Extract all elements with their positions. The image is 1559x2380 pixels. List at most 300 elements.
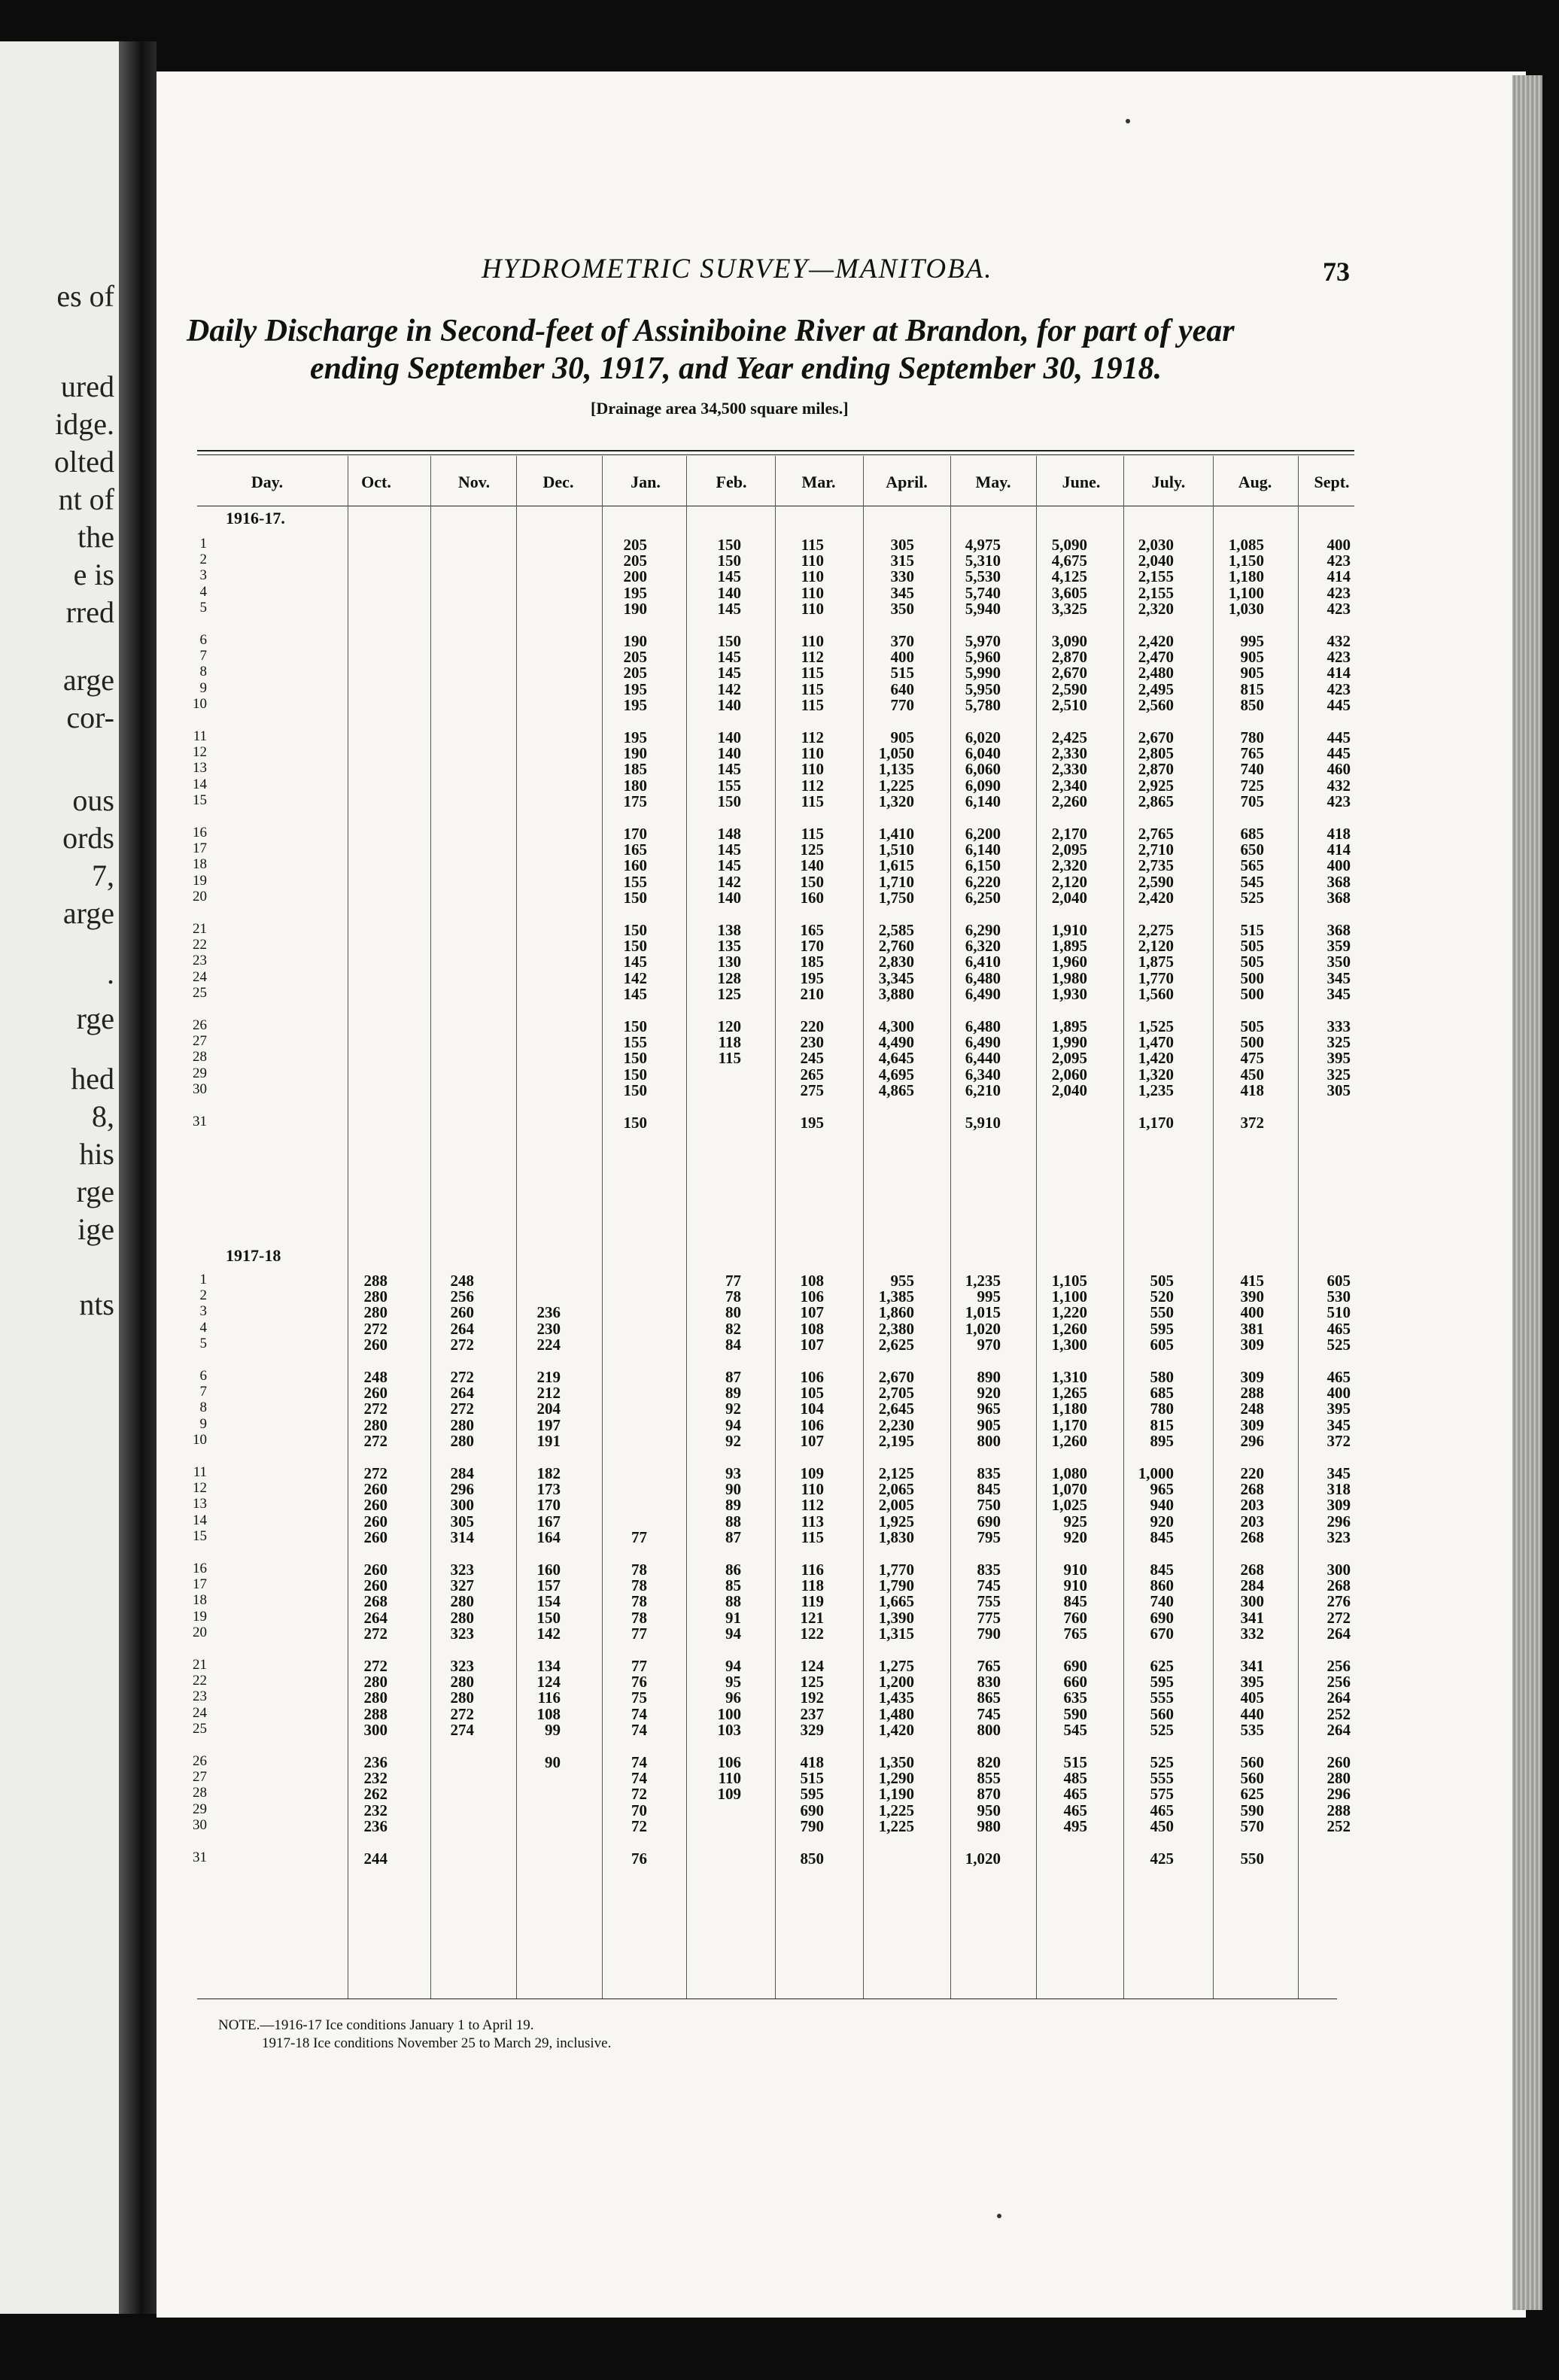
day-number: 17 [193, 840, 207, 857]
discharge-value: 515 [800, 1769, 824, 1788]
day-number: 2 [199, 552, 207, 568]
discharge-value: 264 [1327, 1624, 1351, 1643]
discharge-value: 325 [1327, 1033, 1351, 1052]
discharge-value: 1,100 [1051, 1287, 1087, 1306]
discharge-value: 2,260 [1051, 792, 1087, 810]
discharge-value: 99 [545, 1720, 561, 1739]
day-number: 5 [199, 1335, 207, 1351]
discharge-value: 195 [623, 695, 647, 714]
discharge-value: 1,310 [1051, 1368, 1087, 1386]
discharge-value: 595 [800, 1785, 824, 1804]
discharge-value: 145 [717, 599, 741, 618]
day-number: 29 [193, 1065, 207, 1081]
discharge-value: 268 [1327, 1576, 1351, 1595]
day-number: 1 [199, 536, 207, 552]
discharge-value: 1,710 [878, 872, 914, 891]
discharge-value: 309 [1240, 1368, 1264, 1386]
discharge-value: 195 [800, 1114, 824, 1132]
discharge-value: 280 [450, 1431, 474, 1450]
discharge-value: 500 [1240, 968, 1264, 987]
discharge-value: 505 [1240, 1017, 1264, 1035]
discharge-value: 765 [1063, 1624, 1087, 1643]
discharge-value: 236 [363, 1816, 387, 1835]
discharge-value: 260 [363, 1527, 387, 1546]
facing-page-text: 7, [92, 859, 114, 892]
discharge-value: 94 [725, 1415, 741, 1434]
discharge-value: 272 [450, 1335, 474, 1354]
discharge-value: 78 [631, 1608, 647, 1627]
discharge-value: 1,170 [1138, 1114, 1174, 1132]
discharge-value: 705 [1240, 792, 1264, 810]
discharge-value: 395 [1240, 1673, 1264, 1692]
discharge-value: 890 [977, 1368, 1001, 1386]
discharge-value: 2,060 [1051, 1065, 1087, 1084]
discharge-value: 87 [725, 1368, 741, 1386]
discharge-value: 1,470 [1138, 1033, 1174, 1052]
discharge-value: 1,410 [878, 825, 914, 843]
discharge-value: 6,210 [965, 1081, 1001, 1099]
discharge-value: 110 [801, 583, 824, 602]
discharge-value: 1,235 [965, 1272, 1001, 1290]
discharge-value: 115 [718, 1049, 741, 1068]
discharge-value: 845 [1150, 1527, 1174, 1546]
discharge-value: 275 [800, 1081, 824, 1099]
discharge-value: 830 [977, 1673, 1001, 1692]
discharge-value: 2,040 [1051, 888, 1087, 907]
day-number: 18 [193, 1592, 207, 1609]
discharge-value: 185 [623, 760, 647, 779]
discharge-value: 105 [800, 1384, 824, 1403]
discharge-value: 2,320 [1138, 599, 1174, 618]
discharge-value: 268 [1240, 1561, 1264, 1579]
discharge-value: 248 [450, 1272, 474, 1290]
day-number: 27 [193, 1769, 207, 1786]
discharge-value: 6,290 [965, 921, 1001, 939]
discharge-value: 400 [1327, 1384, 1351, 1403]
discharge-value: 95 [725, 1673, 741, 1692]
discharge-value: 142 [536, 1624, 561, 1643]
discharge-value: 3,880 [878, 984, 914, 1003]
discharge-value: 790 [977, 1624, 1001, 1643]
day-number: 5 [199, 599, 207, 616]
discharge-value: 305 [1327, 1081, 1351, 1099]
day-number: 22 [193, 1673, 207, 1689]
discharge-value: 190 [623, 599, 647, 618]
day-number: 3 [199, 1303, 207, 1320]
discharge-value: 230 [800, 1033, 824, 1052]
day-number: 20 [193, 888, 207, 904]
discharge-value: 423 [1327, 648, 1351, 667]
discharge-value: 910 [1063, 1561, 1087, 1579]
discharge-value: 565 [1240, 856, 1264, 875]
discharge-value: 545 [1240, 872, 1264, 891]
discharge-value: 6,480 [965, 1017, 1001, 1035]
discharge-value: 305 [890, 536, 914, 554]
discharge-value: 555 [1150, 1769, 1174, 1788]
discharge-value: 6,220 [965, 872, 1001, 891]
discharge-value: 142 [717, 679, 741, 698]
discharge-value: 4,300 [878, 1017, 914, 1035]
discharge-value: 740 [1240, 760, 1264, 779]
discharge-value: 145 [717, 760, 741, 779]
discharge-value: 1,560 [1138, 984, 1174, 1003]
discharge-value: 465 [1063, 1785, 1087, 1804]
discharge-value: 103 [717, 1720, 741, 1739]
discharge-value: 535 [1240, 1720, 1264, 1739]
discharge-value: 145 [717, 648, 741, 667]
discharge-value: 395 [1327, 1400, 1351, 1418]
day-number: 21 [193, 921, 207, 937]
discharge-value: 256 [450, 1287, 474, 1306]
discharge-value: 109 [717, 1785, 741, 1804]
discharge-value: 590 [1063, 1704, 1087, 1723]
day-number: 18 [193, 856, 207, 873]
discharge-value: 109 [800, 1464, 824, 1482]
discharge-value: 118 [718, 1033, 741, 1052]
discharge-value: 5,950 [965, 679, 1001, 698]
discharge-value: 450 [1150, 1816, 1174, 1835]
discharge-value: 1,220 [1051, 1303, 1087, 1322]
discharge-value: 323 [1327, 1527, 1351, 1546]
discharge-value: 170 [623, 825, 647, 843]
facing-page-text: ured [60, 369, 114, 403]
discharge-value: 236 [363, 1753, 387, 1771]
facing-page-text: rge [76, 1175, 114, 1208]
discharge-value: 3,325 [1051, 599, 1087, 618]
discharge-value: 121 [800, 1608, 824, 1627]
discharge-value: 110 [801, 552, 824, 570]
day-number: 23 [193, 953, 207, 969]
discharge-value: 116 [537, 1688, 561, 1707]
discharge-value: 4,975 [965, 536, 1001, 554]
discharge-value: 1,770 [878, 1561, 914, 1579]
discharge-value: 440 [1240, 1704, 1264, 1723]
discharge-value: 475 [1240, 1049, 1264, 1068]
discharge-value: 2,625 [878, 1335, 914, 1354]
discharge-value: 89 [725, 1496, 741, 1515]
discharge-value: 845 [1150, 1561, 1174, 1579]
discharge-value: 423 [1327, 599, 1351, 618]
discharge-value: 260 [363, 1561, 387, 1579]
discharge-value: 790 [800, 1816, 824, 1835]
discharge-value: 203 [1240, 1512, 1264, 1530]
discharge-value: 76 [631, 1673, 647, 1692]
discharge-value: 1,615 [878, 856, 914, 875]
discharge-value: 280 [450, 1415, 474, 1434]
discharge-value: 107 [800, 1303, 824, 1322]
column-header: Aug. [1238, 473, 1272, 491]
day-number: 25 [193, 1720, 207, 1737]
discharge-value: 685 [1150, 1384, 1174, 1403]
discharge-value: 5,990 [965, 664, 1001, 682]
discharge-value: 1,030 [1228, 599, 1264, 618]
discharge-value: 1,180 [1228, 567, 1264, 586]
discharge-value: 100 [717, 1704, 741, 1723]
day-number: 3 [199, 567, 207, 584]
discharge-value: 106 [800, 1415, 824, 1434]
discharge-value: 150 [717, 792, 741, 810]
discharge-value: 835 [977, 1561, 1001, 1579]
discharge-value: 6,040 [965, 744, 1001, 763]
discharge-value: 1,000 [1138, 1464, 1174, 1482]
discharge-value: 94 [725, 1624, 741, 1643]
discharge-value: 6,490 [965, 984, 1001, 1003]
discharge-value: 72 [631, 1816, 647, 1835]
discharge-value: 220 [1240, 1464, 1264, 1482]
day-number: 21 [193, 1657, 207, 1673]
discharge-value: 965 [1150, 1480, 1174, 1499]
day-number: 28 [193, 1785, 207, 1801]
discharge-value: 90 [545, 1753, 561, 1771]
discharge-value: 2,030 [1138, 536, 1174, 554]
discharge-value: 300 [363, 1720, 387, 1739]
discharge-value: 2,470 [1138, 648, 1174, 667]
discharge-value: 510 [1327, 1303, 1351, 1322]
discharge-value: 780 [1150, 1400, 1174, 1418]
discharge-value: 1,990 [1051, 1033, 1087, 1052]
discharge-value: 245 [800, 1049, 824, 1068]
discharge-value: 745 [977, 1704, 1001, 1723]
discharge-value: 195 [800, 968, 824, 987]
discharge-value: 323 [450, 1561, 474, 1579]
discharge-value: 580 [1150, 1368, 1174, 1386]
discharge-value: 264 [450, 1384, 474, 1403]
discharge-value: 6,200 [965, 825, 1001, 843]
discharge-value: 405 [1240, 1688, 1264, 1707]
facing-page-text: ords [62, 821, 114, 855]
discharge-value: 1,320 [878, 792, 914, 810]
discharge-value: 1,830 [878, 1527, 914, 1546]
discharge-value: 140 [717, 744, 741, 763]
discharge-value: 2,040 [1051, 1081, 1087, 1099]
day-number: 15 [193, 1527, 207, 1544]
discharge-value: 500 [1240, 1033, 1264, 1052]
discharge-value: 1,225 [878, 1801, 914, 1819]
discharge-value: 155 [623, 872, 647, 891]
discharge-value: 314 [450, 1527, 474, 1546]
discharge-value: 88 [725, 1592, 741, 1611]
discharge-value: 345 [890, 583, 914, 602]
discharge-value: 418 [1327, 825, 1351, 843]
discharge-value: 272 [450, 1400, 474, 1418]
discharge-value: 980 [977, 1816, 1001, 1835]
day-number: 6 [199, 1368, 207, 1384]
discharge-value: 74 [631, 1720, 647, 1739]
discharge-value: 280 [1327, 1769, 1351, 1788]
discharge-value: 400 [1327, 856, 1351, 875]
discharge-value: 230 [536, 1319, 561, 1338]
discharge-value: 248 [363, 1368, 387, 1386]
discharge-value: 545 [1063, 1720, 1087, 1739]
discharge-value: 515 [1240, 921, 1264, 939]
discharge-value: 145 [623, 953, 647, 971]
discharge-value: 150 [623, 937, 647, 956]
discharge-value: 425 [1150, 1850, 1174, 1868]
discharge-value: 110 [801, 567, 824, 586]
discharge-value: 154 [536, 1592, 561, 1611]
discharge-value: 190 [623, 632, 647, 650]
discharge-value: 5,740 [965, 583, 1001, 602]
discharge-value: 995 [1240, 632, 1264, 650]
discharge-value: 341 [1240, 1657, 1264, 1675]
discharge-value: 2,230 [878, 1415, 914, 1434]
discharge-value: 418 [1240, 1081, 1264, 1099]
discharge-value: 272 [363, 1657, 387, 1675]
discharge-value: 1,960 [1051, 953, 1087, 971]
discharge-value: 595 [1150, 1673, 1174, 1692]
discharge-value: 140 [717, 583, 741, 602]
discharge-value: 148 [717, 825, 741, 843]
discharge-value: 1,085 [1228, 536, 1264, 554]
discharge-value: 150 [536, 1608, 561, 1627]
discharge-value: 550 [1240, 1850, 1264, 1868]
day-number: 19 [193, 1608, 207, 1625]
discharge-value: 815 [1150, 1415, 1174, 1434]
discharge-value: 920 [1150, 1512, 1174, 1530]
day-number: 1 [199, 1272, 207, 1287]
day-number: 8 [199, 1400, 207, 1416]
discharge-value: 112 [801, 728, 824, 746]
discharge-value: 560 [1150, 1704, 1174, 1723]
discharge-value: 2,830 [878, 953, 914, 971]
discharge-value: 192 [800, 1688, 824, 1707]
discharge-value: 4,865 [878, 1081, 914, 1099]
discharge-value: 195 [623, 583, 647, 602]
discharge-value: 160 [623, 856, 647, 875]
discharge-value: 142 [717, 872, 741, 891]
discharge-value: 845 [977, 1480, 1001, 1499]
discharge-value: 1,420 [1138, 1049, 1174, 1068]
discharge-value: 2,065 [878, 1480, 914, 1499]
discharge-value: 134 [536, 1657, 561, 1675]
discharge-value: 1,290 [878, 1769, 914, 1788]
discharge-value: 264 [1327, 1688, 1351, 1707]
discharge-value: 200 [623, 567, 647, 586]
discharge-value: 1,665 [878, 1592, 914, 1611]
discharge-value: 1,150 [1228, 552, 1264, 570]
discharge-value: 1,525 [1138, 1017, 1174, 1035]
discharge-value: 256 [1327, 1657, 1351, 1675]
discharge-value: 195 [623, 728, 647, 746]
discharge-value: 173 [536, 1480, 561, 1499]
discharge-value: 150 [800, 872, 824, 891]
discharge-value: 94 [725, 1657, 741, 1675]
discharge-value: 6,410 [965, 953, 1001, 971]
discharge-value: 86 [725, 1561, 741, 1579]
discharge-value: 77 [631, 1527, 647, 1546]
discharge-value: 89 [725, 1384, 741, 1403]
day-number: 6 [199, 632, 207, 648]
discharge-value: 345 [1327, 984, 1351, 1003]
discharge-value: 1,750 [878, 888, 914, 907]
discharge-value: 625 [1150, 1657, 1174, 1675]
discharge-value: 110 [801, 599, 824, 618]
facing-page-text: . [107, 956, 114, 990]
discharge-value: 124 [800, 1657, 824, 1675]
discharge-value: 288 [363, 1272, 387, 1290]
discharge-value: 165 [800, 921, 824, 939]
year-label: 1916-17. [226, 509, 285, 527]
discharge-value: 107 [800, 1431, 824, 1450]
discharge-value: 2,735 [1138, 856, 1174, 875]
discharge-value: 432 [1327, 632, 1351, 650]
column-divider [430, 456, 431, 1999]
discharge-value: 6,320 [965, 937, 1001, 956]
discharge-value: 725 [1240, 776, 1264, 795]
note-line-2: 1917-18 Ice conditions November 25 to March 29, inclusive. [262, 2035, 612, 2051]
discharge-value: 670 [1150, 1624, 1174, 1643]
discharge-value: 288 [1327, 1801, 1351, 1819]
discharge-value: 185 [800, 953, 824, 971]
discharge-value: 635 [1063, 1688, 1087, 1707]
discharge-value: 800 [977, 1720, 1001, 1739]
discharge-value: 280 [363, 1673, 387, 1692]
discharge-value: 150 [623, 1017, 647, 1035]
discharge-value: 1,895 [1051, 1017, 1087, 1035]
discharge-value: 860 [1150, 1576, 1174, 1595]
discharge-value: 118 [801, 1576, 824, 1595]
discharge-value: 414 [1327, 567, 1351, 586]
day-number: 20 [193, 1624, 207, 1640]
discharge-value: 865 [977, 1688, 1001, 1707]
discharge-value: 272 [363, 1464, 387, 1482]
discharge-value: 232 [363, 1801, 387, 1819]
discharge-value: 180 [623, 776, 647, 795]
discharge-value: 110 [801, 632, 824, 650]
discharge-value: 85 [725, 1576, 741, 1595]
discharge-value: 423 [1327, 552, 1351, 570]
speck [1126, 119, 1130, 123]
discharge-value: 1,260 [1051, 1431, 1087, 1450]
facing-page-text: 8, [92, 1099, 114, 1133]
drainage-area-note: [Drainage area 34,500 square miles.] [591, 399, 849, 418]
discharge-value: 2,710 [1138, 840, 1174, 859]
discharge-value: 530 [1327, 1287, 1351, 1306]
facing-page-text: olted [54, 445, 114, 479]
discharge-value: 1,910 [1051, 921, 1087, 939]
discharge-value: 76 [631, 1850, 647, 1868]
discharge-value: 280 [363, 1287, 387, 1306]
column-header: Sept. [1314, 473, 1350, 491]
discharge-value: 220 [800, 1017, 824, 1035]
discharge-value: 119 [801, 1592, 824, 1611]
discharge-value: 260 [363, 1496, 387, 1515]
discharge-value: 6,490 [965, 1033, 1001, 1052]
discharge-value: 745 [977, 1576, 1001, 1595]
column-header: Oct. [361, 473, 391, 491]
discharge-value: 182 [536, 1464, 561, 1482]
discharge-value: 5,940 [965, 599, 1001, 618]
discharge-value: 2,670 [1138, 728, 1174, 746]
day-number: 9 [199, 679, 207, 696]
discharge-value: 2,585 [878, 921, 914, 939]
day-number: 24 [193, 1704, 207, 1721]
discharge-value: 6,480 [965, 968, 1001, 987]
discharge-value: 2,155 [1138, 583, 1174, 602]
discharge-value: 485 [1063, 1769, 1087, 1788]
discharge-value: 925 [1063, 1512, 1087, 1530]
discharge-value: 370 [890, 632, 914, 650]
column-header: Mar. [801, 473, 836, 491]
discharge-value: 5,970 [965, 632, 1001, 650]
day-number: 26 [193, 1753, 207, 1769]
discharge-value: 2,865 [1138, 792, 1174, 810]
discharge-value: 77 [725, 1272, 741, 1290]
discharge-value: 2,040 [1138, 552, 1174, 570]
discharge-value: 1,980 [1051, 968, 1087, 987]
discharge-value: 305 [450, 1512, 474, 1530]
discharge-value: 197 [536, 1415, 561, 1434]
